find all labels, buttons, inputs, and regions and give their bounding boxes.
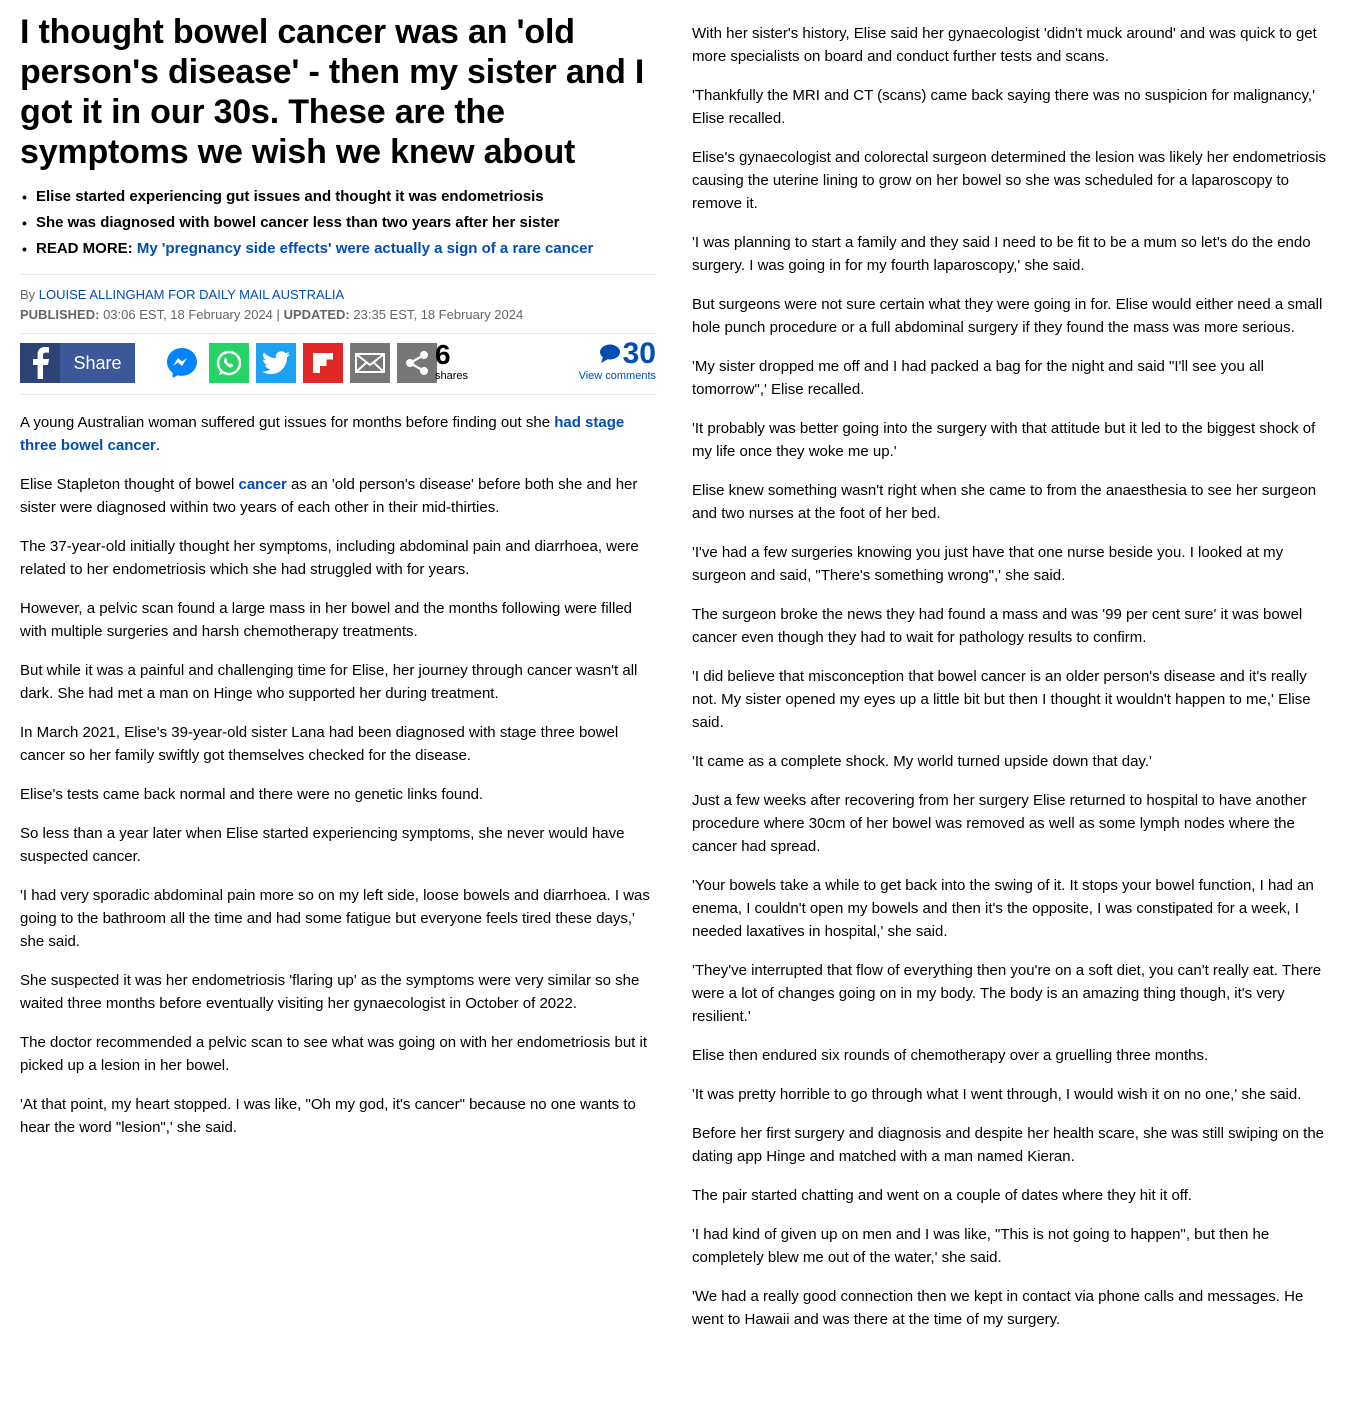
- whatsapp-share-button[interactable]: [209, 343, 249, 383]
- paragraph: The pair started chatting and went on a couple of dates where they hit it off.: [692, 1187, 1193, 1204]
- paragraph: 'It came as a complete shock. My world turned upside down that day.': [692, 753, 1152, 770]
- messenger-share-button[interactable]: [162, 343, 202, 383]
- paragraph: 'I had kind of given up on men and I was like, "This is not going to happen", but then he completely blew me out of the water,' she said.: [692, 1226, 1270, 1266]
- updated-date: 23:35 EST, 18 February 2024: [353, 307, 524, 322]
- published-label: PUBLISHED:: [20, 307, 100, 322]
- paragraph: With her sister's history, Elise said her gynaecologist 'didn't muck around' and was quick to get more specialists on board and conduct further tests and scans.: [692, 25, 1317, 65]
- article-body-right: [692, 22, 1332, 1347]
- messenger-icon: [165, 346, 199, 380]
- paragraph: Elise's gynaecologist and colorectal surgeon determined the lesion was likely her endometriosis causing the uterine lining to grow on her bowel so she was scheduled for a laparoscopy to remove it.: [692, 149, 1327, 212]
- headline: I thought bowel cancer was an 'old person's disease' - then my sister and I got it in our 30s. These are the symptoms we wish we knew about: [20, 13, 645, 171]
- intro-link[interactable]: had stage three bowel cancer: [20, 414, 625, 454]
- paragraph: However, a pelvic scan found a large mass in her bowel and the months following were filled with multiple surgeries and harsh chemotherapy treatments.: [20, 600, 632, 640]
- paragraph: 'It probably was better going into the surgery with that attitude but it led to the biggest shock of my life once they woke me up.': [692, 420, 1316, 460]
- paragraph: [20, 473, 656, 519]
- published-date: 03:06 EST, 18 February 2024: [103, 307, 273, 322]
- paragraph: 'I was planning to start a family and they said I need to be fit to be a mum so let's do the endo surgery. I was going in for my fourth laparoscopy,' she said.: [692, 234, 1311, 274]
- paragraph: But while it was a painful and challenging time for Elise, her journey through cancer wasn't all dark. She had met a man on Hinge who supported her during treatment.: [20, 662, 638, 702]
- paragraph-text: as an 'old person's disease' before both she and her sister were diagnosed within two years of each other in their mid-thirties.: [20, 476, 638, 516]
- intro-end: .: [155, 437, 161, 454]
- paragraph: 'I had very sporadic abdominal pain more so on my left side, loose bowels and diarrhoea. I was going to the bathroom all the time and had some fatigue but everyone feels tired these days,' she said.: [20, 887, 650, 950]
- paragraph: 'They've interrupted that flow of everything then you're on a soft diet, you can't really eat. There were a lot of changes going on in my body. The body is an amazing thing though, it's very resilient.': [692, 962, 1322, 1025]
- paragraph: So less than a year later when Elise started experiencing symptoms, she never would have suspected cancer.: [20, 825, 625, 865]
- share-count-label: shares: [435, 370, 469, 382]
- paragraph: 'I've had a few surgeries knowing you just have that one nurse beside you. I looked at my surgeon and said, "There's something wrong",' she said.: [692, 544, 1284, 584]
- paragraph: Elise knew something wasn't right when she came to from the anaesthesia to see her surgeon and two nurses at the foot of her bed.: [692, 482, 1317, 522]
- paragraph: 'I did believe that misconception that bowel cancer is an older person's disease and it's really not. My sister opened my eyes up a little bit but then I thought it wouldn't happen to me,' Elise said.: [692, 668, 1311, 731]
- read-more-label: READ MORE:: [36, 240, 133, 257]
- paragraph: Elise's tests came back normal and there were no genetic links found.: [20, 786, 484, 803]
- view-comments-link[interactable]: View comments: [578, 370, 656, 382]
- byline: [20, 274, 656, 325]
- paragraph: 'Thankfully the MRI and CT (scans) came back saying there was no suspicion for malignancy,' Elise recalled.: [692, 87, 1315, 127]
- paragraph: 'My sister dropped me off and I had packed a bag for the night and said "I'll see you all tomorrow",' Elise recalled.: [692, 358, 1264, 398]
- intro-text: A young Australian woman suffered gut issues for months before finding out she: [20, 414, 551, 431]
- comment-bubble-icon: [599, 344, 621, 364]
- share-count: 6: [435, 339, 451, 370]
- email-share-button[interactable]: [350, 343, 390, 383]
- paragraph: 'At that point, my heart stopped. I was like, "Oh my god, it's cancer" because no one wants to hear the word "lesion",' she said.: [20, 1096, 636, 1136]
- twitter-share-button[interactable]: [256, 343, 296, 383]
- paragraph: Before her first surgery and diagnosis and despite her health scare, she was still swiping on the dating app Hinge and matched with a man named Kieran.: [692, 1125, 1325, 1165]
- flipboard-share-button[interactable]: [303, 343, 343, 383]
- comments-count: 30: [622, 337, 656, 370]
- facebook-share-button[interactable]: [20, 343, 135, 383]
- paragraph: 'It was pretty horrible to go through what I went through, I would wish it on no one,' she said.: [692, 1086, 1302, 1103]
- paragraph: In March 2021, Elise's 39-year-old sister Lana had been diagnosed with stage three bowel cancer so her family swiftly got themselves checked for the disease.: [20, 724, 619, 764]
- email-icon: [354, 351, 386, 375]
- author-link[interactable]: LOUISE ALLINGHAM FOR DAILY MAIL AUSTRALIA: [38, 287, 345, 302]
- byline-prefix: By: [20, 287, 36, 302]
- updated-label: UPDATED:: [283, 307, 350, 322]
- whatsapp-icon: [214, 348, 244, 378]
- paragraph: Just a few weeks after recovering from her surgery Elise returned to hospital to have another procedure where 30cm of her bowel was removed as well as some lymph nodes where the cancer had spread.: [692, 792, 1307, 855]
- paragraph: She suspected it was her endometriosis 'flaring up' as the symptoms were very similar so she waited three months before eventually visiting her gynaecologist in October of 2022.: [20, 972, 640, 1012]
- paragraph: The 37-year-old initially thought her symptoms, including abdominal pain and diarrhoea, were related to her endometriosis which she had struggled with for years.: [20, 538, 639, 578]
- flipboard-icon: [310, 350, 336, 376]
- twitter-icon: [262, 351, 290, 375]
- cancer-link[interactable]: cancer: [238, 476, 287, 493]
- paragraph: Elise then endured six rounds of chemotherapy over a gruelling three months.: [692, 1047, 1209, 1064]
- paragraph: But surgeons were not sure certain what they were going in for. Elise would either need a small hole punch procedure or a full abdominal surgery if they found the mass was more serious.: [692, 296, 1323, 336]
- facebook-share-label: Share: [73, 352, 122, 373]
- byline-separator: |: [276, 307, 280, 322]
- facebook-icon: [20, 343, 60, 383]
- paragraph: The surgeon broke the news they had found a mass and was '99 per cent sure' it was bowel cancer even though they had to wait for pathology results to confirm.: [692, 606, 1303, 646]
- left-column: [20, 0, 656, 1155]
- summary-bullet: • Elise started experiencing gut issues and thought it was endometriosis: [20, 184, 656, 210]
- paragraph-text: Elise Stapleton thought of bowel: [20, 476, 235, 493]
- read-more-bullet: [20, 236, 656, 262]
- intro-paragraph: [20, 411, 656, 457]
- more-share-button[interactable]: [397, 343, 437, 383]
- paragraph: 'We had a really good connection then we kept in contact via phone calls and messages. He went to Hawaii and was there at the time of my surgery.: [692, 1288, 1304, 1328]
- paragraph: The doctor recommended a pelvic scan to see what was going on with her endometriosis but it picked up a lesion in her bowel.: [20, 1034, 647, 1074]
- comments-count-link[interactable]: [599, 338, 656, 370]
- summary-bullet: • She was diagnosed with bowel cancer less than two years after her sister: [20, 210, 656, 236]
- paragraph: 'Your bowels take a while to get back into the swing of it. It stops your bowel function, I had an enema, I couldn't open my bowels and then it's the opposite, I was constipated for a week, I needed laxatives in hospital,' she said.: [692, 877, 1314, 940]
- share-bar: [20, 333, 656, 395]
- article-body-left: [20, 411, 656, 1139]
- read-more-link[interactable]: My 'pregnancy side effects' were actually a sign of a rare cancer: [136, 240, 594, 257]
- summary-bullets: [20, 184, 656, 262]
- more-share-icon: [402, 348, 432, 378]
